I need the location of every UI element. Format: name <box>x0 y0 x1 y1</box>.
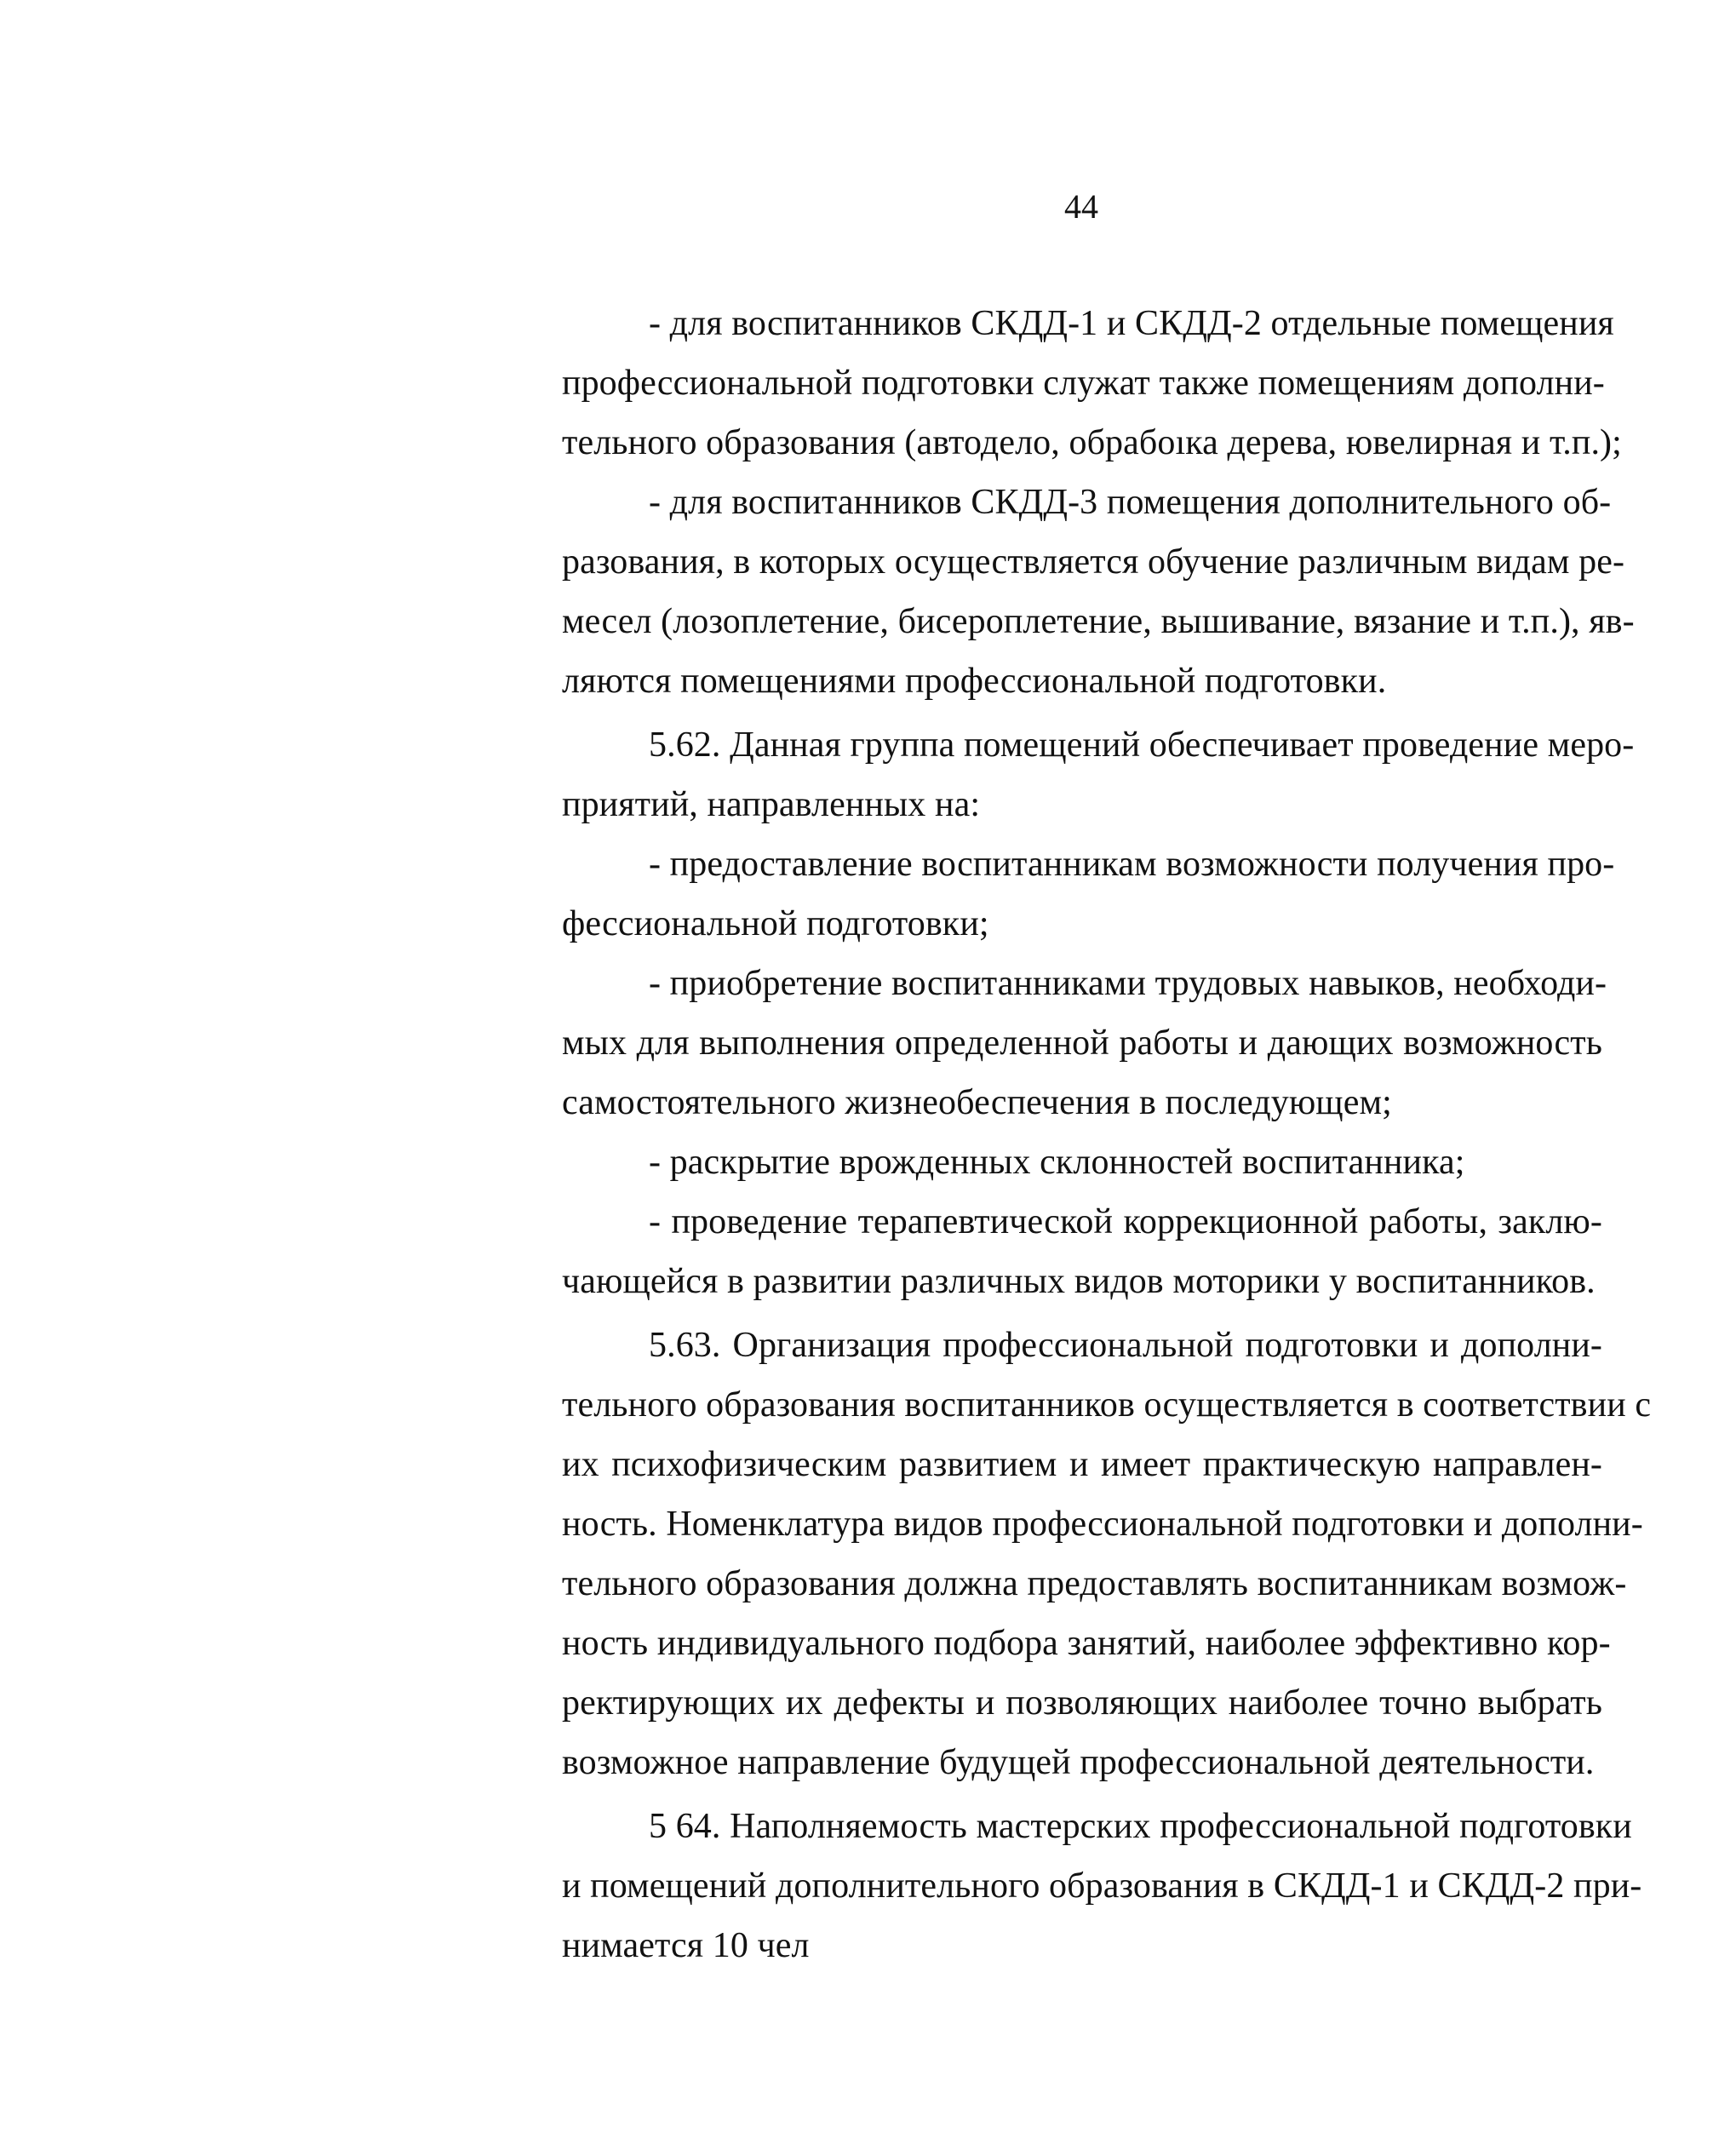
text-line: и помещений дополнительного образования в СКДД-1 и СКДД-2 при- <box>562 1866 1642 1906</box>
text-line: - для воспитанников СКДД-1 и СКДД-2 отдельные помещения <box>649 304 1614 343</box>
text-line: самостоятельного жизнеобеспечения в последующем; <box>562 1083 1392 1122</box>
text-line: приятий, направленных на: <box>562 785 981 824</box>
text-line: фессиональной подготовки; <box>562 904 989 943</box>
text-line: возможное направление будущей профессиональной деятельности. <box>562 1743 1595 1782</box>
text-line: - приобретение воспитанниками трудовых навыков, необходи- <box>649 964 1607 1003</box>
text-line: ректирующих их дефекты и позволяющих наиболее точно выбрать <box>562 1683 1602 1723</box>
text-line: 5.62. Данная группа помещений обеспечивает проведение меро- <box>649 725 1635 765</box>
text-line: разования, в которых осуществляется обучение различным видам ре- <box>562 542 1625 582</box>
text-line: нимается 10 чел <box>562 1926 810 1965</box>
text-line: мых для выполнения определенной работы и дающих возможность <box>562 1023 1602 1063</box>
text-line: тельного образования воспитанников осуществляется в соответствии с <box>562 1385 1652 1425</box>
text-line: - проведение терапевтической коррекционной работы, заклю- <box>649 1202 1602 1241</box>
text-line: их психофизическим развитием и имеет практическую направлен- <box>562 1445 1602 1484</box>
text-line: чающейся в развитии различных видов моторики у воспитанников. <box>562 1262 1596 1301</box>
text-line: - предоставление воспитанникам возможности получения про- <box>649 845 1615 884</box>
text-line: 5 64. Наполняемость мастерских профессиональной подготовки <box>649 1807 1632 1846</box>
text-line: ность индивидуального подбора занятий, наиболее эффективно кор- <box>562 1624 1611 1663</box>
text-line: ляются помещениями профессиональной подготовки. <box>562 662 1387 701</box>
text-line: тельного образования (автодело, обрабоıка дерева, ювелирная и т.п.); <box>562 423 1622 462</box>
text-line: - раскрытие врожденных склонностей воспитанника; <box>649 1143 1465 1182</box>
text-line: ность. Номенклатура видов профессиональной подготовки и дополни- <box>562 1505 1643 1544</box>
text-line: месел (лозоплетение, бисероплетение, вышивание, вязание и т.п.), яв- <box>562 602 1635 641</box>
text-line: 5.63. Организация профессиональной подготовки и дополни- <box>649 1326 1602 1365</box>
text-line: тельного образования должна предоставлять воспитанникам возмож- <box>562 1564 1627 1603</box>
page-number: 44 <box>1064 187 1098 226</box>
text-line: - для воспитанников СКДД-3 помещения дополнительного об- <box>649 483 1612 522</box>
text-line: профессиональной подготовки служат также помещениям дополни- <box>562 364 1605 403</box>
